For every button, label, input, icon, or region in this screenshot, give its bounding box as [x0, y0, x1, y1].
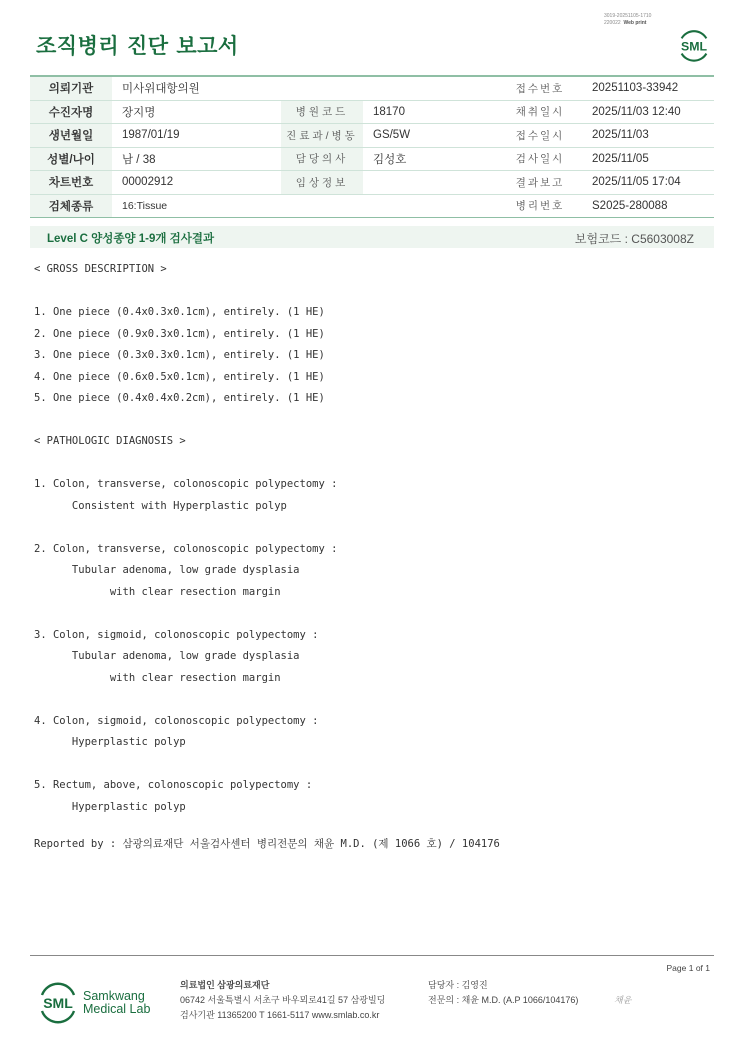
report-line	[34, 281, 337, 303]
print-meta	[604, 13, 651, 27]
info-value: 18170	[363, 100, 498, 124]
result-section-bar	[30, 226, 714, 248]
report-line: 4. Colon, sigmoid, colonoscopic polypectomy :	[34, 714, 319, 727]
report-line	[34, 603, 337, 625]
report-line: 2. Colon, transverse, colonoscopic polypectomy :	[34, 542, 338, 555]
info-label: 채취일시	[498, 100, 582, 124]
info-value: 20251103-33942	[582, 76, 714, 100]
info-value: 김성호	[363, 147, 498, 171]
specialist-signature: 채윤	[614, 996, 632, 1006]
info-row	[30, 147, 714, 171]
footer-logo-text: SML	[43, 995, 73, 1011]
info-label: 검체종류	[30, 194, 112, 218]
logo-text: SML	[680, 39, 708, 54]
staff-specialist: 전문의 : 채윤 M.D. (A.P 1066/104176)	[428, 995, 579, 1005]
info-value: S2025-280088	[582, 194, 714, 218]
info-label: 생년월일	[30, 124, 112, 148]
report-line	[34, 689, 337, 711]
report-line	[34, 517, 337, 539]
org-address: 06742 서울특별시 서초구 바우뫼로41길 57 삼광빌딩	[180, 995, 386, 1005]
staff-manager: 담당자 : 김영진	[428, 980, 488, 990]
report-line: < PATHOLOGIC DIAGNOSIS >	[34, 435, 186, 447]
sml-logo	[675, 26, 713, 64]
report-line: 5. One piece (0.4x0.4x0.2cm), entirely. (1 HE)	[34, 392, 325, 404]
info-label: 진료과/병동	[281, 124, 363, 148]
brand-line2: Medical Lab	[83, 1002, 151, 1016]
web-print-label: Web print	[623, 20, 647, 26]
insurance-code: 보험코드 : C5603008Z	[574, 232, 694, 246]
report-line: 5. Rectum, above, colonoscopic polypectomy :	[34, 779, 313, 791]
samkwang-logo	[36, 980, 80, 1024]
print-id: 3019-20251105-1710	[604, 13, 652, 19]
report-line	[34, 754, 337, 776]
report-line: 3. Colon, sigmoid, colonoscopic polypectomy :	[34, 628, 319, 641]
info-label: 검사일시	[498, 147, 582, 171]
info-label: 임상정보	[281, 171, 363, 195]
footer-staff-info	[428, 978, 578, 1008]
report-line	[34, 453, 337, 475]
footer-brand	[83, 990, 150, 1016]
info-value: 1987/01/19	[112, 124, 281, 148]
print-line2	[604, 20, 651, 27]
reported-by: Reported by : 삼광의료재단 서울검사센터 병리전문의 채윤 M.D. (제 1066 호) / 104176	[34, 838, 500, 850]
info-value: 미사위대항의원	[112, 76, 498, 100]
brand-line1: Samkwang	[83, 989, 145, 1003]
report-line: 3. One piece (0.3x0.3x0.1cm), entirely. (1 HE)	[34, 349, 325, 361]
report-line: 1. One piece (0.4x0.3x0.1cm), entirely. (1 HE)	[34, 306, 325, 318]
info-label: 접수일시	[498, 124, 582, 148]
footer-divider	[30, 955, 714, 956]
info-value: 2025/11/05	[582, 147, 714, 171]
report-line: Hyperplastic polyp	[34, 736, 186, 748]
info-row	[30, 100, 714, 124]
info-label: 병리번호	[498, 194, 582, 218]
report-line: with clear resection margin	[34, 585, 281, 598]
info-value: 2025/11/05 17:04	[582, 171, 714, 195]
report-line	[34, 410, 337, 432]
org-name: 의료법인 삼광의료재단	[180, 980, 270, 990]
report-line: Tubular adenoma, low grade dysplasia	[34, 564, 300, 576]
info-row	[30, 194, 714, 218]
info-value: 2025/11/03	[582, 124, 714, 148]
page-number: Page 1 of 1	[666, 963, 710, 973]
info-value: 남 / 38	[112, 147, 281, 171]
org-contact: 검사기관 11365200 T 1661-5117 www.smlab.co.kr	[180, 1010, 380, 1020]
info-label: 차트번호	[30, 171, 112, 195]
report-line: 4. One piece (0.6x0.5x0.1cm), entirely. (1 HE)	[34, 370, 325, 383]
report-line: 2. One piece (0.9x0.3x0.1cm), entirely. (1 HE)	[34, 327, 325, 340]
info-label: 담당의사	[281, 147, 363, 171]
report-line: Consistent with Hyperplastic polyp	[34, 499, 287, 512]
result-section-title: Level C 양성종양 1-9개 검사결과	[47, 233, 215, 245]
info-value: 장지명	[112, 100, 281, 124]
info-value	[363, 171, 498, 195]
info-label: 병원코드	[281, 100, 363, 124]
info-value: GS/5W	[363, 124, 498, 148]
patient-info-table	[30, 75, 714, 218]
info-value: 2025/11/03 12:40	[582, 100, 714, 124]
info-label: 결과보고	[498, 171, 582, 195]
report-title: 조직병리 진단 보고서	[36, 34, 239, 58]
report-line: < GROSS DESCRIPTION >	[34, 263, 167, 275]
info-label: 성별/나이	[30, 147, 112, 171]
info-value: 00002912	[112, 171, 281, 195]
report-line: Tubular adenoma, low grade dysplasia	[34, 650, 300, 662]
info-label: 접수번호	[498, 76, 582, 100]
info-row	[30, 76, 714, 100]
report-line: Hyperplastic polyp	[34, 800, 186, 813]
report-line: 1. Colon, transverse, colonoscopic polypectomy :	[34, 478, 338, 490]
report-line: with clear resection margin	[34, 671, 281, 684]
info-label: 수진자명	[30, 100, 112, 124]
info-row	[30, 124, 714, 148]
info-label: 의뢰기관	[30, 76, 112, 100]
info-value: 16:Tissue	[112, 194, 498, 218]
report-body	[34, 259, 337, 818]
print-code: 220022	[604, 20, 621, 26]
info-row	[30, 171, 714, 195]
footer-org-info	[180, 978, 385, 1023]
